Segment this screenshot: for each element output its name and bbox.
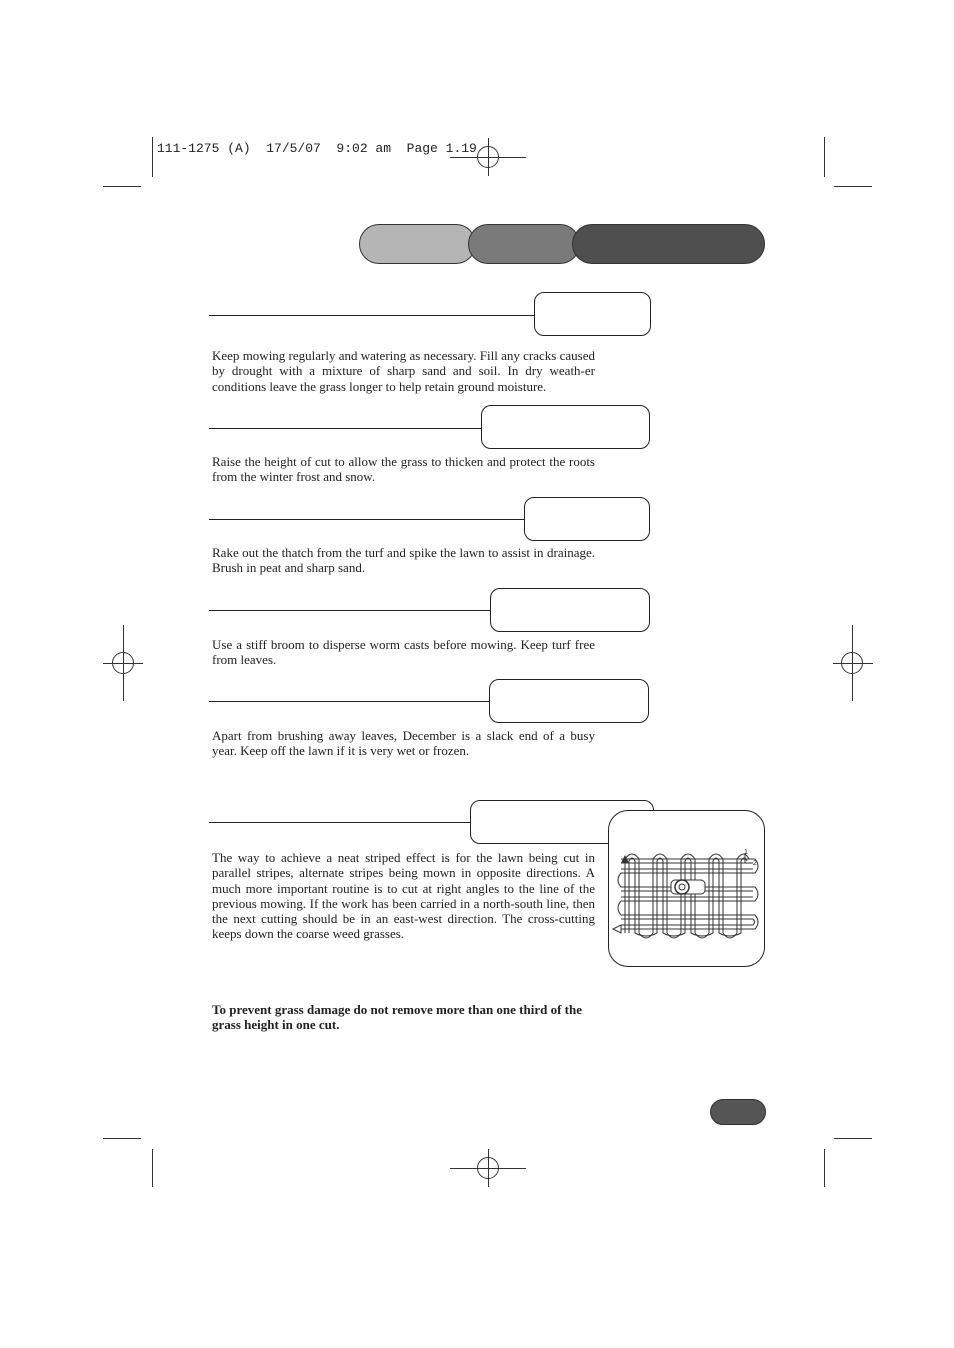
section-rule xyxy=(209,315,535,316)
section-text: Keep mowing regularly and watering as necessary. Fill any cracks caused by drought with a mixture of sharp sand and soil. In dry weath-er conditions leave the grass longer to help retain ground moisture. xyxy=(212,348,595,394)
section-rule xyxy=(209,428,482,429)
section-rule xyxy=(209,822,471,823)
striped-lawn-illustration xyxy=(609,811,764,966)
section-text: Apart from brushing away leaves, December is a slack end of a busy year. Keep off the lawn if it is very wet or frozen. xyxy=(212,728,595,759)
section-rule xyxy=(209,701,490,702)
section-rule xyxy=(209,610,491,611)
page-number-pill xyxy=(710,1099,766,1125)
header-tab-mid xyxy=(468,224,580,264)
crop-mark xyxy=(152,137,153,177)
section-heading-box xyxy=(524,497,650,541)
section-text: Raise the height of cut to allow the grass to thicken and protect the roots from the winter frost and snow. xyxy=(212,454,595,485)
crop-mark xyxy=(103,186,141,187)
diagram-label-2: 2 xyxy=(753,860,757,867)
crop-mark xyxy=(824,1149,825,1187)
header-tab-light xyxy=(359,224,476,264)
section-text: The way to achieve a neat striped effect is for the lawn being cut in parallel stripes, alternate stripes being mown in opposite directions. A much more important routine is to cut at right angles to the line of the previous mowing. If the work has been carried in a north-south line, then the next cutting should be in an east-west direction. The cross-cutting keeps down the coarse weed grasses. xyxy=(212,850,595,942)
mowing-pattern-diagram xyxy=(608,810,765,967)
crop-mark xyxy=(103,1138,141,1139)
section-rule xyxy=(209,519,525,520)
diagram-label-1: 1 xyxy=(744,849,748,856)
crop-mark xyxy=(834,1138,872,1139)
section-heading-box xyxy=(490,588,650,632)
header-tab-dark xyxy=(572,224,765,264)
crop-mark xyxy=(152,1149,153,1187)
section-heading-box xyxy=(489,679,649,723)
section-heading-box xyxy=(534,292,651,336)
section-heading-box xyxy=(481,405,650,449)
crop-mark xyxy=(824,137,825,177)
warning-note: To prevent grass damage do not remove more than one third of the grass height in one cut. xyxy=(212,1002,583,1033)
section-text: Rake out the thatch from the turf and spike the lawn to assist in drainage. Brush in peat and sharp sand. xyxy=(212,545,595,576)
crop-mark xyxy=(834,186,872,187)
print-slug: 111-1275 (A) 17/5/07 9:02 am Page 1.19 xyxy=(157,141,477,156)
section-text: Use a stiff broom to disperse worm casts before mowing. Keep turf free from leaves. xyxy=(212,637,595,668)
